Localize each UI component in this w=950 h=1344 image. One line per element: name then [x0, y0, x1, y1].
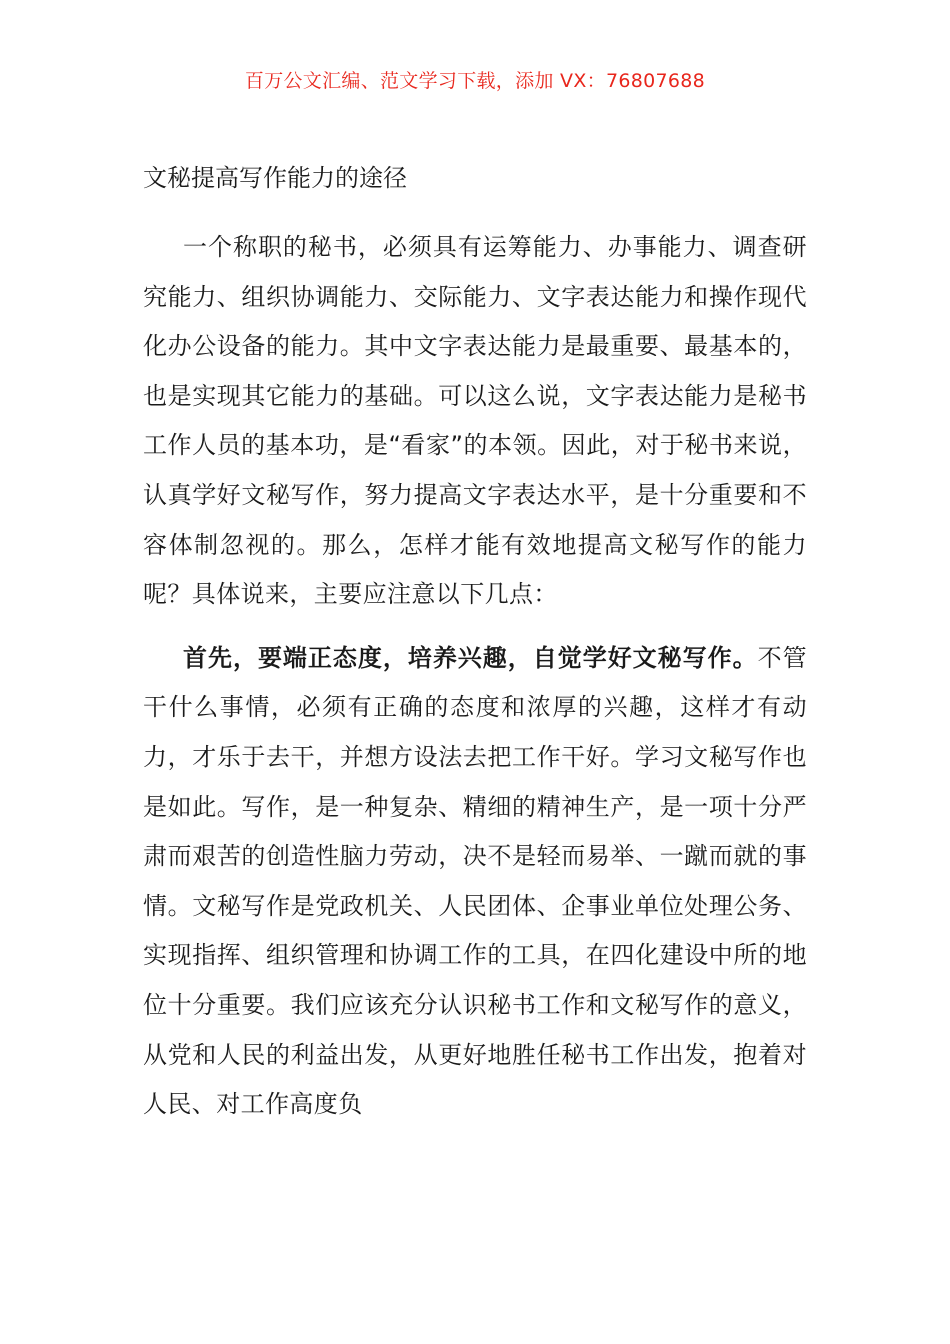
paragraph	[143, 634, 807, 1130]
document-title: 文秘提高写作能力的途径	[143, 164, 407, 192]
paragraph-text: 不管干什么事情，必须有正确的态度和浓厚的兴趣，这样才有动力，才乐于去干，并想方设法去把工作干好。学习文秘写作也是如此。写作，是一种复杂、精细的精神生产，是一项十分严肃而艰苦的创造性脑力劳动，决不是轻而易举、一蹴而就的事情。文秘写作是党政机关、人民团体、企事业单位处理公务、实现指挥、组织管理和协调工作的工具，在四化建设中所的地位十分重要。我们应该充分认识秘书工作和文秘写作的意义，从党和人民的利益出发，从更好地胜任秘书工作出发，抱着对人民、对工作高度负	[143, 643, 807, 1119]
promo-banner: 百万公文汇编、范文学习下载，添加 VX：76807688	[244, 70, 706, 92]
paragraph-text: 一个称职的秘书，必须具有运筹能力、办事能力、调查研究能力、组织协调能力、交际能力、文字表达能力和操作现代化办公设备的能力。其中文字表达能力是最重要、最基本的，也是实现其它能力的基础。可以这么说，文字表达能力是秘书工作人员的基本功，是“看家”的本领。因此，对于秘书来说，认真学好文秘写作，努力提高文字表达水平，是十分重要和不容体制忽视的。那么，怎样才能有效地提高文秘写作的能力呢？具体说来，主要应注意以下几点：	[143, 233, 807, 609]
document-body	[143, 158, 807, 1130]
paragraph-lead: 首先，要端正态度，培养兴趣，自觉学好文秘写作。	[183, 643, 758, 672]
paragraph	[143, 223, 807, 620]
